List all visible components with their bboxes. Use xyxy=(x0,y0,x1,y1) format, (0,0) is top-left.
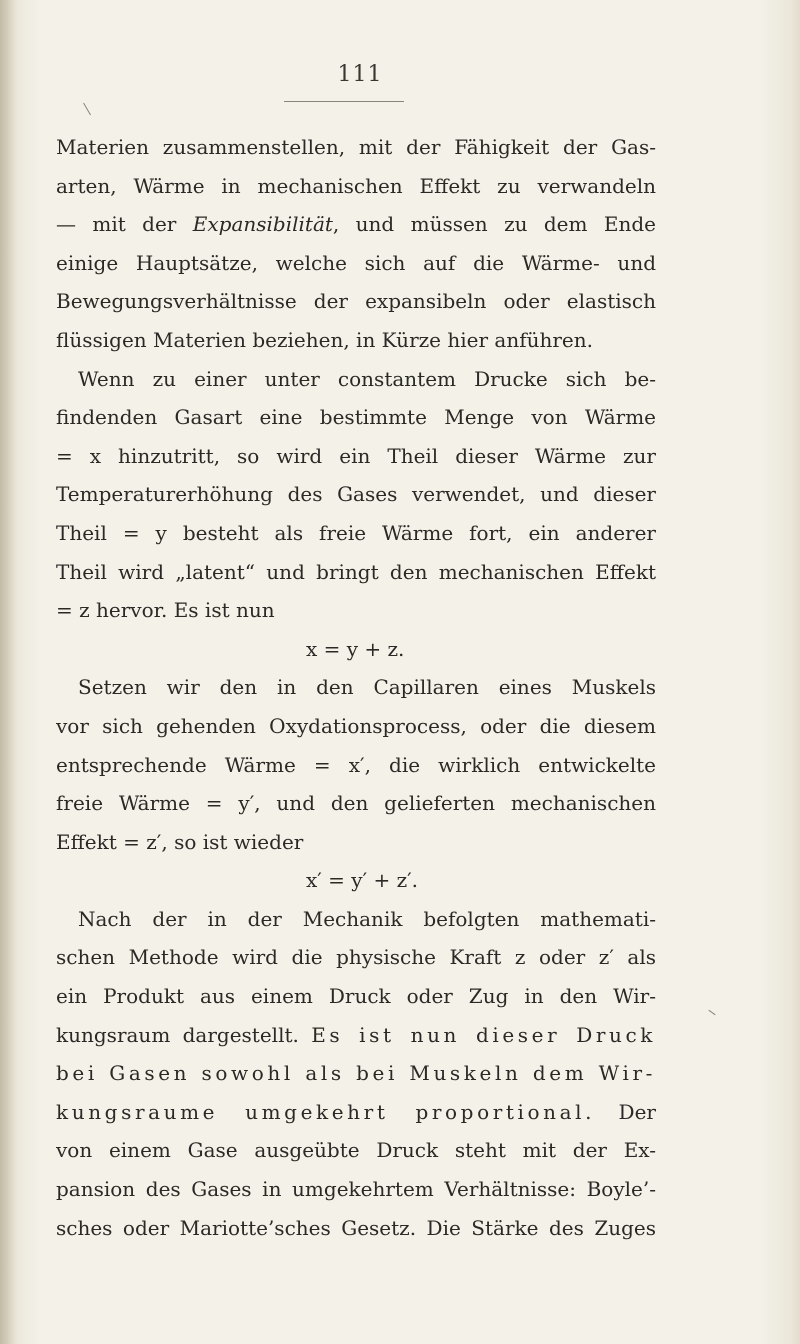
text-line: Theil = y besteht als freie Wärme fort, ein anderer xyxy=(56,520,656,545)
gutter-shadow xyxy=(0,0,18,1344)
text-line: Temperaturerhöhung des Gases verwendet, und dieser xyxy=(56,482,656,507)
text-fragment: Der xyxy=(595,1099,656,1124)
page-number: 111 xyxy=(337,62,383,87)
equation: x = y + z. xyxy=(306,636,405,661)
text-fragment: , und müssen zu dem Ende xyxy=(332,212,656,237)
text-line: Bewegungsverhältnisse der expansibeln oder elastisch xyxy=(56,289,656,314)
text-line: sches oder Mariotte’sches Gesetz. Die Stärke des Zuges xyxy=(56,1215,656,1240)
text-line xyxy=(56,1093,656,1132)
italic-term: Expansibilität xyxy=(192,212,333,237)
body-text xyxy=(56,128,656,1247)
text-line: Wenn zu einer unter constantem Drucke sich be- xyxy=(78,366,656,391)
margin-mark xyxy=(83,99,98,116)
text-line: Nach der in der Mechanik befolgten mathemati- xyxy=(78,906,656,931)
text-line: entsprechende Wärme = x′, die wirklich entwickelte xyxy=(56,752,656,777)
spaced-emphasis: kungsraume umgekehrt proportional. xyxy=(56,1099,596,1124)
text-fragment: kungsraum dargestellt. xyxy=(56,1022,312,1047)
text-line: Theil wird „latent“ und bringt den mechanischen Effekt xyxy=(56,559,656,584)
text-line: von einem Gase ausgeübte Druck steht mit der Ex- xyxy=(56,1138,656,1163)
text-line: = z hervor. Es ist nun xyxy=(56,598,275,623)
text-line xyxy=(56,1016,656,1055)
text-line xyxy=(56,205,656,244)
margin-mark xyxy=(708,1010,715,1015)
text-line: bei Gasen sowohl als bei Muskeln dem Wir- xyxy=(56,1061,656,1086)
text-line: freie Wärme = y′, und den gelieferten mechanischen xyxy=(56,791,656,816)
text-line: = x hinzutritt, so wird ein Theil dieser Wärme zur xyxy=(56,443,656,468)
text-line: vor sich gehenden Oxydationsprocess, oder die diesem xyxy=(56,713,656,738)
spaced-emphasis: Es ist nun dieser Druck xyxy=(311,1022,656,1047)
text-line: pansion des Gases in umgekehrtem Verhältnisse: Boyle’- xyxy=(56,1177,656,1202)
text-line: einige Hauptsätze, welche sich auf die Wärme- und xyxy=(56,250,656,275)
text-line: Effekt = z′, so ist wieder xyxy=(56,829,304,854)
equation: x′ = y′ + z′. xyxy=(306,868,419,893)
text-line: findenden Gasart eine bestimmte Menge von Wärme xyxy=(56,405,656,430)
text-line: Materien zusammenstellen, mit der Fähigkeit der Gas- xyxy=(56,135,656,159)
text-line: arten, Wärme in mechanischen Effekt zu verwandeln xyxy=(56,173,656,198)
text-line: flüssigen Materien beziehen, in Kürze hier anführen. xyxy=(56,327,593,352)
text-line: schen Methode wird die physische Kraft z oder z′ als xyxy=(56,945,656,970)
header-rule xyxy=(284,101,404,102)
text-line: ein Produkt aus einem Druck oder Zug in den Wir- xyxy=(56,984,656,1009)
text-line: Setzen wir den in den Capillaren eines Muskels xyxy=(78,675,656,700)
text-fragment: — mit der xyxy=(56,212,193,237)
